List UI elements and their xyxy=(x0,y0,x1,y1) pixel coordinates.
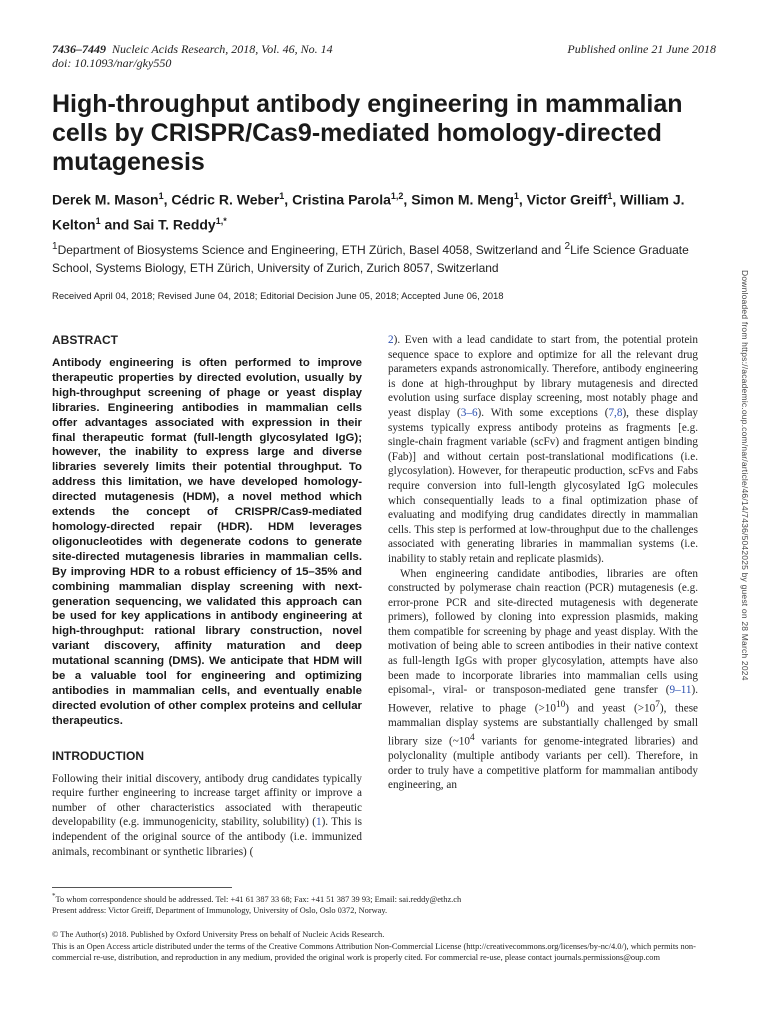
journal-citation: Nucleic Acids Research, 2018, Vol. 46, No. 14 xyxy=(112,42,333,56)
intro-paragraph-1-start xyxy=(52,772,362,860)
left-column xyxy=(52,333,362,859)
author-name: Cédric R. Weber xyxy=(171,191,280,208)
intro-paragraph-1-cont xyxy=(388,333,698,567)
citation-link[interactable]: 9–11 xyxy=(669,684,692,697)
author-name: Victor Greiff xyxy=(526,191,608,208)
publication-date: Published online 21 June 2018 xyxy=(567,42,716,56)
affiliation-2: Life Science Graduate School, Systems Biology, ETH Zürich, University of Zurich, Zurich 8057, Switzerland xyxy=(52,243,689,275)
author-separator: , xyxy=(284,191,293,208)
author-name: Sai T. Reddy xyxy=(133,216,216,233)
footnote-divider xyxy=(52,887,232,888)
author-name: William J. Kelton xyxy=(52,191,685,233)
copyright-line: © The Author(s) 2018. Published by Oxford University Press on behalf of Nucleic Acids Research. xyxy=(52,930,385,939)
author-separator: and xyxy=(100,216,134,233)
intro-text-segment: ). With some exceptions ( xyxy=(477,406,609,419)
correspondence-text: To whom correspondence should be addressed. Tel: +41 61 387 33 68; Fax: +41 51 387 39 93; Email: sai.reddy@ethz.ch xyxy=(55,894,462,904)
affiliation-1: Department of Biosystems Science and Engineering, ETH Zürich, Basel 4058, Switzerland and xyxy=(57,243,565,257)
intro-text-segment: ). However, relative to phage (>10 xyxy=(388,684,698,715)
author-affiliation-sup: 1 xyxy=(279,191,285,201)
citation-link[interactable]: 3–6 xyxy=(460,406,478,419)
author-separator: , xyxy=(163,191,172,208)
article-title: High-throughput antibody engineering in mammalian cells by CRISPR/Cas9-mediated homology-directed mutagenesis xyxy=(52,90,683,176)
intro-text-segment: When engineering candidate antibodies, libraries are often constructed by polymerase chain reaction (PCR) mutagenesis (e.g. error-prone PCR and site-directed mutagenesis with degenerate primers), followed by cloning into expression plasmids, making them compatible for screening by phage and yeast display. With the motivation of being able to screen antibodies in their native context as full-length IgGs with proper glycosylation, attempts have also been made to incorporate libraries into mammalian cells using episomal-, viral- or transposon-mediated gene transfer ( xyxy=(388,567,698,697)
download-watermark-text: Downloaded from https://academic.oup.com/nar/article/46/14/7436/5042025 by guest on 28 March 2024 xyxy=(740,270,750,681)
author-name: Cristina Parola xyxy=(292,191,391,208)
author-separator: , xyxy=(403,191,412,208)
license-text: This is an Open Access article distributed under the terms of the Creative Commons Attribution Non-Commercial License (http://creativecommons.org/licenses/by-nc/4.0/), which permits non-commercial re-use, distribution, and reproduction in any medium, provided the original work is properly cited. For commercial re-use, please contact journals.permissions@oup.com xyxy=(52,941,696,962)
intro-text-segment: ) and yeast (>10 xyxy=(565,702,656,715)
superscript: 4 xyxy=(469,732,475,743)
author-list xyxy=(52,186,712,235)
author-affiliation-sup: 1 xyxy=(95,215,101,226)
correspondence-sup: * xyxy=(52,892,56,900)
superscript: 10 xyxy=(555,699,566,710)
intro-text-segment: ), these mammalian display systems are substantially challenged by small library size (~10 xyxy=(388,702,699,748)
intro-text-segment: variants for genome-integrated libraries) and polyclonality (multiple antibody variants per cell). Therefore, in order to truly have a competitive platform for mammalian antibody engineering, an xyxy=(388,735,698,792)
author-affiliation-sup: 1 xyxy=(607,191,613,201)
affiliation-sup-2: 2 xyxy=(564,241,571,252)
author-affiliation-sup: 1,* xyxy=(215,215,227,226)
author-name: Derek M. Mason xyxy=(52,191,159,208)
superscript: 7 xyxy=(655,699,660,710)
citation-link[interactable]: 1 xyxy=(315,816,322,829)
author-affiliation-sup: 1 xyxy=(158,191,164,201)
author-affiliation-sup: 1 xyxy=(513,191,519,201)
abstract-text: Antibody engineering is often performed to improve therapeutic properties by directed evolution, usually by high-throughput screening of phage or yeast display libraries. Engineering antibodies in mammalian cells offer advantages associated with expression in their final therapeutic format (full-length glycosylated IgG); however, the inability to express large and diverse libraries severely limits their potential throughput. To address this limitation, we have developed homology-directed mutagenesis (HDM), a novel method which extends the concept of CRISPR/Cas9-mediated homology-directed repair (HDR). HDM leverages oligonucleotides with degenerate codons to generate site-directed mutagenesis libraries in mammalian cells. By improving HDR to a robust efficiency of 15–35% and combining mammalian display screening with next-generation sequencing, we validated this approach can be used for key applications in antibody engineering at high-throughput: rational library construction, novel variant discovery, affinity maturation and deep mutational scanning (DMS). We anticipate that HDM will be a valuable tool for engineering and optimizing antibodies in mammalian cells, and eventually enable directed evolution of other complex proteins and cellular therapeutics. xyxy=(52,357,362,727)
copyright-block xyxy=(52,929,712,964)
header-left xyxy=(52,42,333,70)
intro-text-segment: ), these display systems typically express antibody proteins as fragments [e.g. single-chain fragment variable (scFv) and fragment antigen binding (Fab)] and without certain post-translational modifications (i.e. glycosylation). However, for therapeutic production, scFvs and Fabs require conversion into full-length glycosylated IgG molecules which consequentially leads to a final optimization phase of evaluating and modifying drug candidates directly in mammalian cells. This step is performed at low-throughput due to the challenges associated with generating libraries in mammalian systems (i.e. inability to stably retain and replicate plasmids). xyxy=(388,406,698,565)
download-watermark xyxy=(736,270,752,790)
citation-link[interactable]: 2 xyxy=(388,334,394,346)
author-separator: , xyxy=(518,191,527,208)
affiliation-sup-1: 1 xyxy=(52,241,58,252)
citation-link[interactable]: 7,8 xyxy=(608,406,623,419)
intro-text-segment: ). This is independent of the original source of the antibody (i.e. immunized animals, recombinant or synthetic libraries) ( xyxy=(52,816,362,858)
author-affiliation-sup: 1,2 xyxy=(390,191,404,201)
doi[interactable]: doi: 10.1093/nar/gky550 xyxy=(52,56,172,70)
right-column xyxy=(388,333,698,793)
correspondence-note xyxy=(52,891,712,905)
page-range: 7436–7449 xyxy=(52,42,106,56)
abstract-heading: ABSTRACT xyxy=(52,333,118,347)
intro-paragraph-2 xyxy=(388,567,698,793)
author-separator: , xyxy=(612,191,621,208)
introduction-heading: INTRODUCTION xyxy=(52,748,144,763)
received-dates: Received April 04, 2018; Revised June 04, 2018; Editorial Decision June 05, 2018; Accepted June 06, 2018 xyxy=(52,291,504,302)
intro-text-segment: ). Even with a lead candidate to start from, the potential protein sequence space to explore and optimize for all the relevant drug parameters expands astronomically. Therefore, antibody engineering is done at high-throughput by library mutagenesis and directed evolution using surface display screening, most notably phage and yeast display ( xyxy=(388,334,698,419)
author-name: Simon M. Meng xyxy=(411,191,514,208)
footnotes xyxy=(52,891,712,917)
affiliations xyxy=(52,238,712,277)
intro-text-segment: Following their initial discovery, antibody drug candidates typically require further engineering to increase target affinity or improve a number of other characteristics associated with therapeutic developability (e.g. immunogenicity, stability, solubility) ( xyxy=(52,772,362,829)
present-address-note: Present address: Victor Greiff, Department of Immunology, University of Oslo, Oslo 0372, Norway. xyxy=(52,906,388,916)
